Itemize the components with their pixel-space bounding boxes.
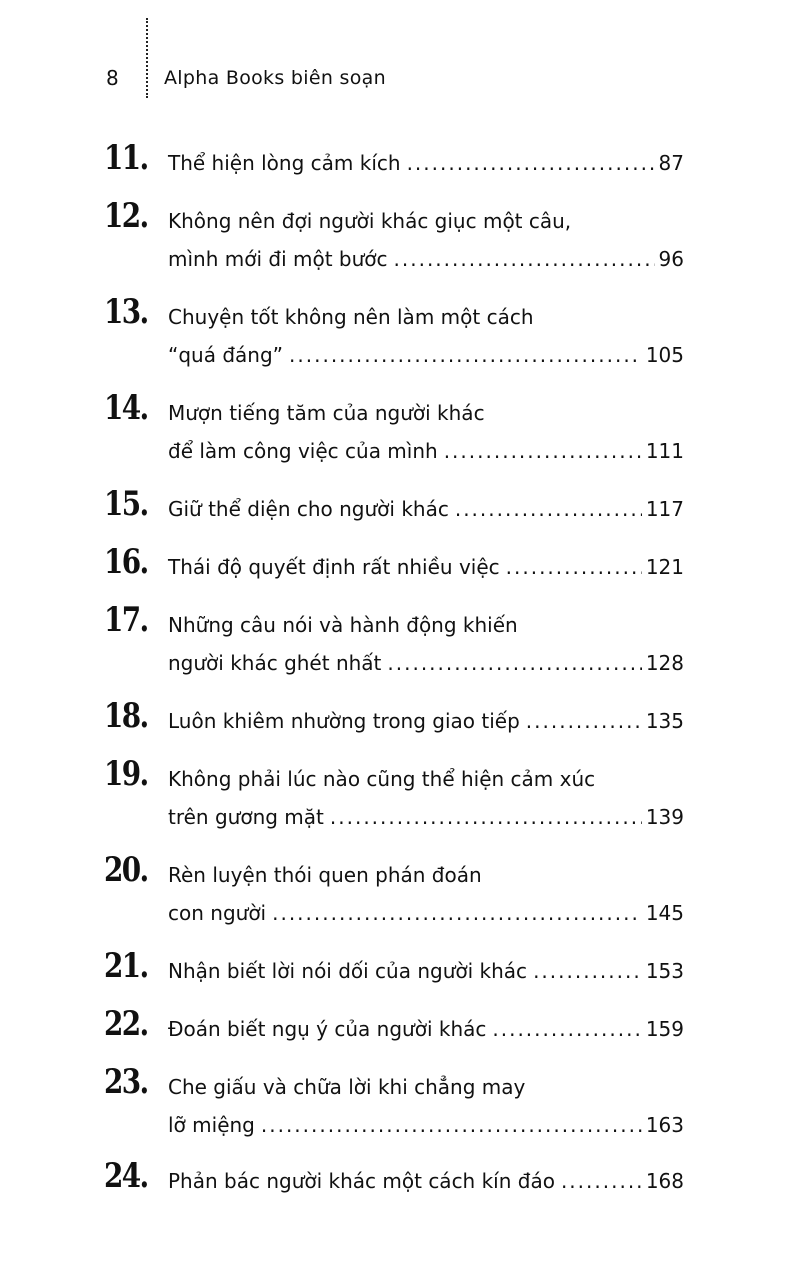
- page-number: 8: [106, 66, 119, 90]
- dot-leader: [533, 952, 642, 990]
- toc-entry-page: 168: [645, 1169, 684, 1193]
- toc-entry-title: để làm công việc của mình: [168, 439, 438, 463]
- toc-entry-line: [168, 952, 684, 990]
- toc-entry-body: [168, 490, 684, 528]
- toc-entry-page: 145: [645, 901, 684, 925]
- toc-entry-page: 135: [645, 709, 684, 733]
- toc-entry-page: 87: [658, 151, 684, 175]
- dot-leader: [272, 894, 642, 932]
- toc-entry-title: mình mới đi một bước: [168, 247, 388, 271]
- toc-entry-line: [168, 394, 684, 432]
- toc-entry-title: con người: [168, 901, 267, 925]
- toc-entry-line: [168, 1162, 684, 1200]
- toc-entry-number: 13.: [104, 292, 148, 332]
- toc-entry-page: 128: [645, 651, 684, 675]
- dot-leader: [492, 1010, 641, 1048]
- toc-entry-page: 139: [645, 805, 684, 829]
- toc-entry-line: [168, 298, 684, 336]
- toc-entry-line: [168, 1068, 684, 1106]
- toc-entry-number: 19.: [104, 754, 148, 794]
- toc-entry-line: [168, 202, 684, 240]
- toc-entry-body: [168, 1068, 684, 1144]
- book-title: Alpha Books biên soạn: [164, 67, 386, 89]
- dot-leader: [407, 144, 655, 182]
- toc-entry-body: [168, 952, 684, 990]
- toc-entry-title: Che giấu và chữa lời khi chẳng may: [168, 1075, 526, 1099]
- toc-entry-line: [168, 1010, 684, 1048]
- toc-entry-page: 153: [645, 959, 684, 983]
- toc-entry-number: 16.: [104, 542, 148, 582]
- toc-entry-page: 111: [645, 439, 684, 463]
- toc-entry-number: 17.: [104, 600, 148, 640]
- toc-entry-title: trên gương mặt: [168, 805, 324, 829]
- toc-entry-number: 24.: [104, 1156, 148, 1196]
- toc-entry-title: người khác ghét nhất: [168, 651, 382, 675]
- toc-entry-line: [168, 894, 684, 932]
- toc-entry-page: 96: [658, 247, 684, 271]
- toc-entry-title: Đoán biết ngụ ý của người khác: [168, 1017, 487, 1041]
- dot-leader: [387, 644, 641, 682]
- toc-entry-line: [168, 702, 684, 740]
- toc-entry-title: Thái độ quyết định rất nhiều việc: [168, 555, 500, 579]
- toc-entry-line: [168, 144, 684, 182]
- dot-leader: [506, 548, 642, 586]
- toc-entry-page: 105: [645, 343, 684, 367]
- toc-entry-body: [168, 1162, 684, 1200]
- toc-entry-number: 21.: [104, 946, 148, 986]
- toc-entry-body: [168, 606, 684, 682]
- toc-entry-title: Luôn khiêm nhường trong giao tiếp: [168, 709, 520, 733]
- toc-entry-title: Không nên đợi người khác giục một câu,: [168, 209, 572, 233]
- toc-entry-page: 117: [645, 497, 684, 521]
- toc-entry-title: Nhận biết lời nói dối của người khác: [168, 959, 528, 983]
- toc-entry-number: 18.: [104, 696, 148, 736]
- toc-entry-body: [168, 144, 684, 182]
- toc-entry-line: [168, 490, 684, 528]
- toc-entry-body: [168, 548, 684, 586]
- toc-entry-title: Mượn tiếng tăm của người khác: [168, 401, 485, 425]
- toc-entry-body: [168, 394, 684, 470]
- toc-entry-title: lỡ miệng: [168, 1113, 255, 1137]
- toc-entry-line: [168, 606, 684, 644]
- toc-entry-number: 15.: [104, 484, 148, 524]
- toc-entry-line: [168, 798, 684, 836]
- toc-entry-line: [168, 760, 684, 798]
- toc-entry-page: 121: [645, 555, 684, 579]
- toc-entry-number: 20.: [104, 850, 148, 890]
- toc-entry-page: 163: [645, 1113, 684, 1137]
- toc-entry-line: [168, 548, 684, 586]
- dot-leader: [561, 1162, 642, 1200]
- toc-entry-title: Không phải lúc nào cũng thể hiện cảm xúc: [168, 767, 596, 791]
- toc-entry-line: [168, 1106, 684, 1144]
- dot-leader: [394, 240, 655, 278]
- toc-entry-title: Rèn luyện thói quen phán đoán: [168, 863, 482, 887]
- toc-entry-line: [168, 336, 684, 374]
- dot-leader: [444, 432, 642, 470]
- toc-entry-title: Phản bác người khác một cách kín đáo: [168, 1169, 555, 1193]
- dot-leader: [455, 490, 642, 528]
- toc-entry-title: Chuyện tốt không nên làm một cách: [168, 305, 534, 329]
- toc-entry-title: “quá đáng”: [168, 343, 284, 367]
- toc-entry-body: [168, 760, 684, 836]
- toc-entry-title: Giữ thể diện cho người khác: [168, 497, 449, 521]
- toc-entry-title: Những câu nói và hành động khiến: [168, 613, 518, 637]
- toc-entry-line: [168, 644, 684, 682]
- toc-entry-page: 159: [645, 1017, 684, 1041]
- dot-leader: [330, 798, 642, 836]
- toc-entry-number: 14.: [104, 388, 148, 428]
- toc-entry-line: [168, 240, 684, 278]
- toc-entry-number: 22.: [104, 1004, 148, 1044]
- toc-entry-body: [168, 702, 684, 740]
- header-divider: [146, 18, 148, 98]
- toc-entry-number: 12.: [104, 196, 148, 236]
- dot-leader: [526, 702, 642, 740]
- toc-entry-number: 11.: [104, 138, 148, 178]
- toc-entry-body: [168, 1010, 684, 1048]
- toc-entry-body: [168, 298, 684, 374]
- toc-entry-body: [168, 202, 684, 278]
- dot-leader: [261, 1106, 642, 1144]
- toc-entry-line: [168, 856, 684, 894]
- page-header: [106, 58, 386, 98]
- dot-leader: [289, 336, 642, 374]
- toc-entry-body: [168, 856, 684, 932]
- toc-entry-title: Thể hiện lòng cảm kích: [168, 151, 401, 175]
- toc-entry-line: [168, 432, 684, 470]
- toc-entry-number: 23.: [104, 1062, 148, 1102]
